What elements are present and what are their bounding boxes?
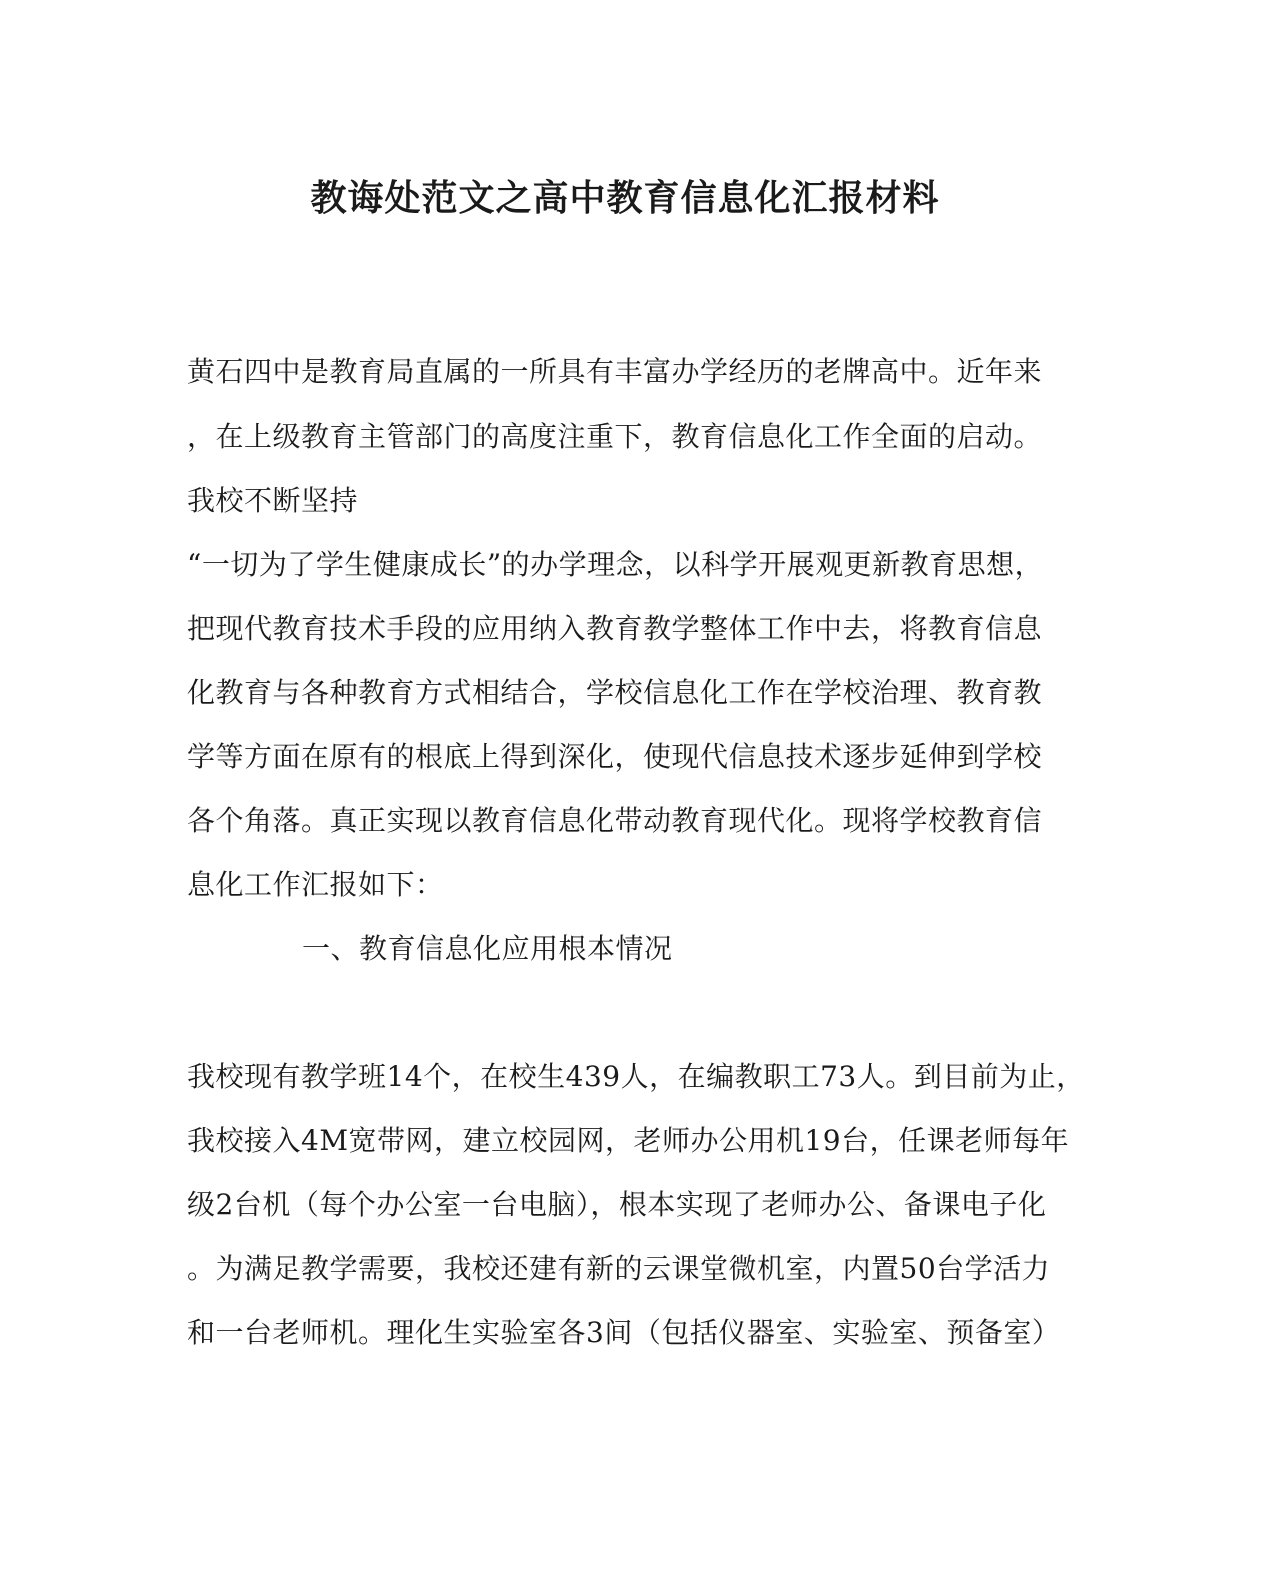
paragraph-2-line-5: 和一台老师机。理化生实验室各3间（包括仪器室、实验室、预备室） [187,1316,1061,1349]
paragraph-2-line-3: 级2台机（每个办公室一台电脑），根本实现了老师办公、备课电子化 [187,1188,1047,1221]
paragraph-1-line-6: 化教育与各种教育方式相结合，学校信息化工作在学校治理、教育教 [187,676,1043,709]
paragraph-1-line-4: “一切为了学生健康成长”的办学理念，以科学开展观更新教育思想， [187,548,1044,581]
paragraph-2-line-2: 我校接入4M宽带网，建立校园网，老师办公用机19台，任课老师每年 [187,1124,1070,1157]
paragraph-1-line-2: ，在上级教育主管部门的高度注重下，教育信息化工作全面的启动。 [187,420,1043,453]
paragraph-1-line-8: 各个角落。真正实现以教育信息化带动教育现代化。现将学校教育信 [187,804,1043,837]
paragraph-1-line-1: 黄石四中是教育局直属的一所具有丰富办学经历的老牌高中。近年来 [187,355,1043,388]
paragraph-1-line-3: 我校不断坚持 [187,484,359,517]
paragraph-1-line-5: 把现代教育技术手段的应用纳入教育教学整体工作中去，将教育信息 [187,612,1043,645]
document-title: 教诲处范文之高中教育信息化汇报材料 [310,177,940,219]
paragraph-1-line-9: 息化工作汇报如下： [187,868,444,901]
section-heading: 一、教育信息化应用根本情况 [302,932,673,965]
paragraph-1-line-7: 学等方面在原有的根底上得到深化，使现代信息技术逐步延伸到学校 [187,740,1043,773]
paragraph-2-line-4: 。为满足教学需要，我校还建有新的云课堂微机室，内置50台学活力 [187,1252,1051,1285]
paragraph-2-line-1: 我校现有教学班14个，在校生439人，在编教职工73人。到目前为止， [187,1060,1085,1093]
